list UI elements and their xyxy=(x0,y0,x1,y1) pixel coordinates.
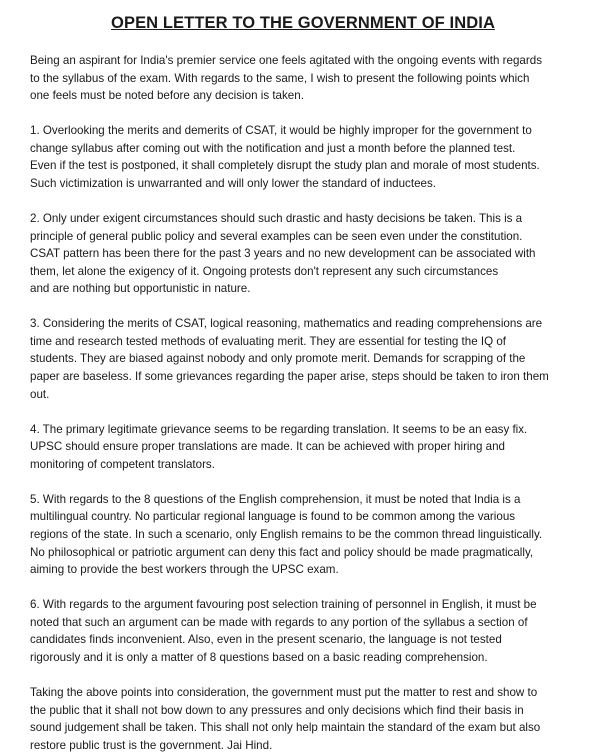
text-line: and are nothing but opportunistic in nature. xyxy=(30,282,251,296)
text-line: paper are baseless. If some grievances regarding the paper arise, steps should be taken to iron them xyxy=(30,370,549,384)
text-line: the public that it shall not bow down to any pressures and only decisions which find their basis in xyxy=(30,703,524,717)
letter-title: OPEN LETTER TO THE GOVERNMENT OF INDIA xyxy=(111,14,495,32)
text-line: Being an aspirant for India's premier service one feels agitated with the ongoing events with regards xyxy=(30,54,542,67)
letter-paragraph-3 xyxy=(30,210,586,298)
text-line: principle of general public policy and several examples can be seen even under the constitution. xyxy=(30,229,523,243)
letter-paragraph-5 xyxy=(30,421,586,474)
text-line: change syllabus after coming out with the notification and just a month before the planned test. xyxy=(30,141,516,155)
text-line: UPSC should ensure proper translations are made. It can be achieved with proper hiring and xyxy=(30,440,505,454)
text-line: 4. The primary legitimate grievance seems to be regarding translation. It seems to be an easy fix. xyxy=(30,422,528,436)
letter-paragraph-1 xyxy=(30,52,586,105)
text-line: CSAT pattern has been there for the past 3 years and no new development can be associated with xyxy=(30,247,536,261)
letter-paragraph-8 xyxy=(30,684,586,754)
text-line: Even if the test is postponed, it shall completely disrupt the study plan and morale of most students. xyxy=(30,159,540,173)
text-line: out. xyxy=(30,387,50,401)
letter-paragraph-6 xyxy=(30,491,586,579)
text-line: monitoring of competent translators. xyxy=(30,457,215,471)
text-line: time and research tested methods of evaluating merit. They are essential for testing the IQ of xyxy=(30,334,507,348)
text-line: Taking the above points into consideration, the government must put the matter to rest and show to xyxy=(30,685,538,699)
text-line: 2. Only under exigent circumstances should such drastic and hasty decisions be taken. This is a xyxy=(30,211,523,225)
text-line: students. They are biased against nobody and only promote merit. Demands for scrapping of the xyxy=(30,352,526,366)
text-line: noted that such an argument can be made with regards to any portion of the syllabus a section of xyxy=(30,615,528,629)
text-line: 1. Overlooking the merits and demerits of CSAT, it would be highly improper for the government to xyxy=(30,124,532,138)
text-line: 5. With regards to the 8 questions of the English comprehension, it must be noted that India is a xyxy=(30,492,521,506)
text-line: restore public trust is the government. Jai Hind. xyxy=(30,738,273,752)
text-line: one feels must be noted before any decision is taken. xyxy=(30,89,304,103)
text-line: 3. Considering the merits of CSAT, logical reasoning, mathematics and reading comprehensions are xyxy=(30,317,543,331)
text-line: sound judgement shall be taken. This shall not only help maintain the standard of the exam but also xyxy=(30,721,541,735)
text-line: 6. With regards to the argument favouring post selection training of personnel in English, it must be xyxy=(30,598,537,612)
letter-paragraph-7 xyxy=(30,596,586,666)
text-line: them, let alone the exigency of it. Ongoing protests don't represent any such circumstances xyxy=(30,264,499,278)
text-line: candidates finds inconvenient. Also, even in the present scenario, the language is not tested xyxy=(30,633,502,647)
letter-body xyxy=(30,52,586,754)
text-line: aiming to provide the best workers through the UPSC exam. xyxy=(30,563,339,577)
text-line: regions of the state. In such a scenario, only English remains to be the common thread linguistically. xyxy=(30,528,543,542)
text-line: to the syllabus of the exam. With regards to the same, I wish to present the following points which xyxy=(30,71,530,85)
letter-paragraph-2 xyxy=(30,122,586,192)
text-line: multilingual country. No particular regional language is found to be common among the various xyxy=(30,510,516,524)
letter-paragraph-4 xyxy=(30,315,586,403)
text-line: No philosophical or patriotic argument can deny this fact and policy should be made pragmatically, xyxy=(30,545,534,559)
text-line: Such victimization is unwarranted and will only lower the standard of inductees. xyxy=(30,176,436,190)
text-line: rigorously and it is only a matter of 8 questions based on a basic reading comprehension. xyxy=(30,650,488,664)
